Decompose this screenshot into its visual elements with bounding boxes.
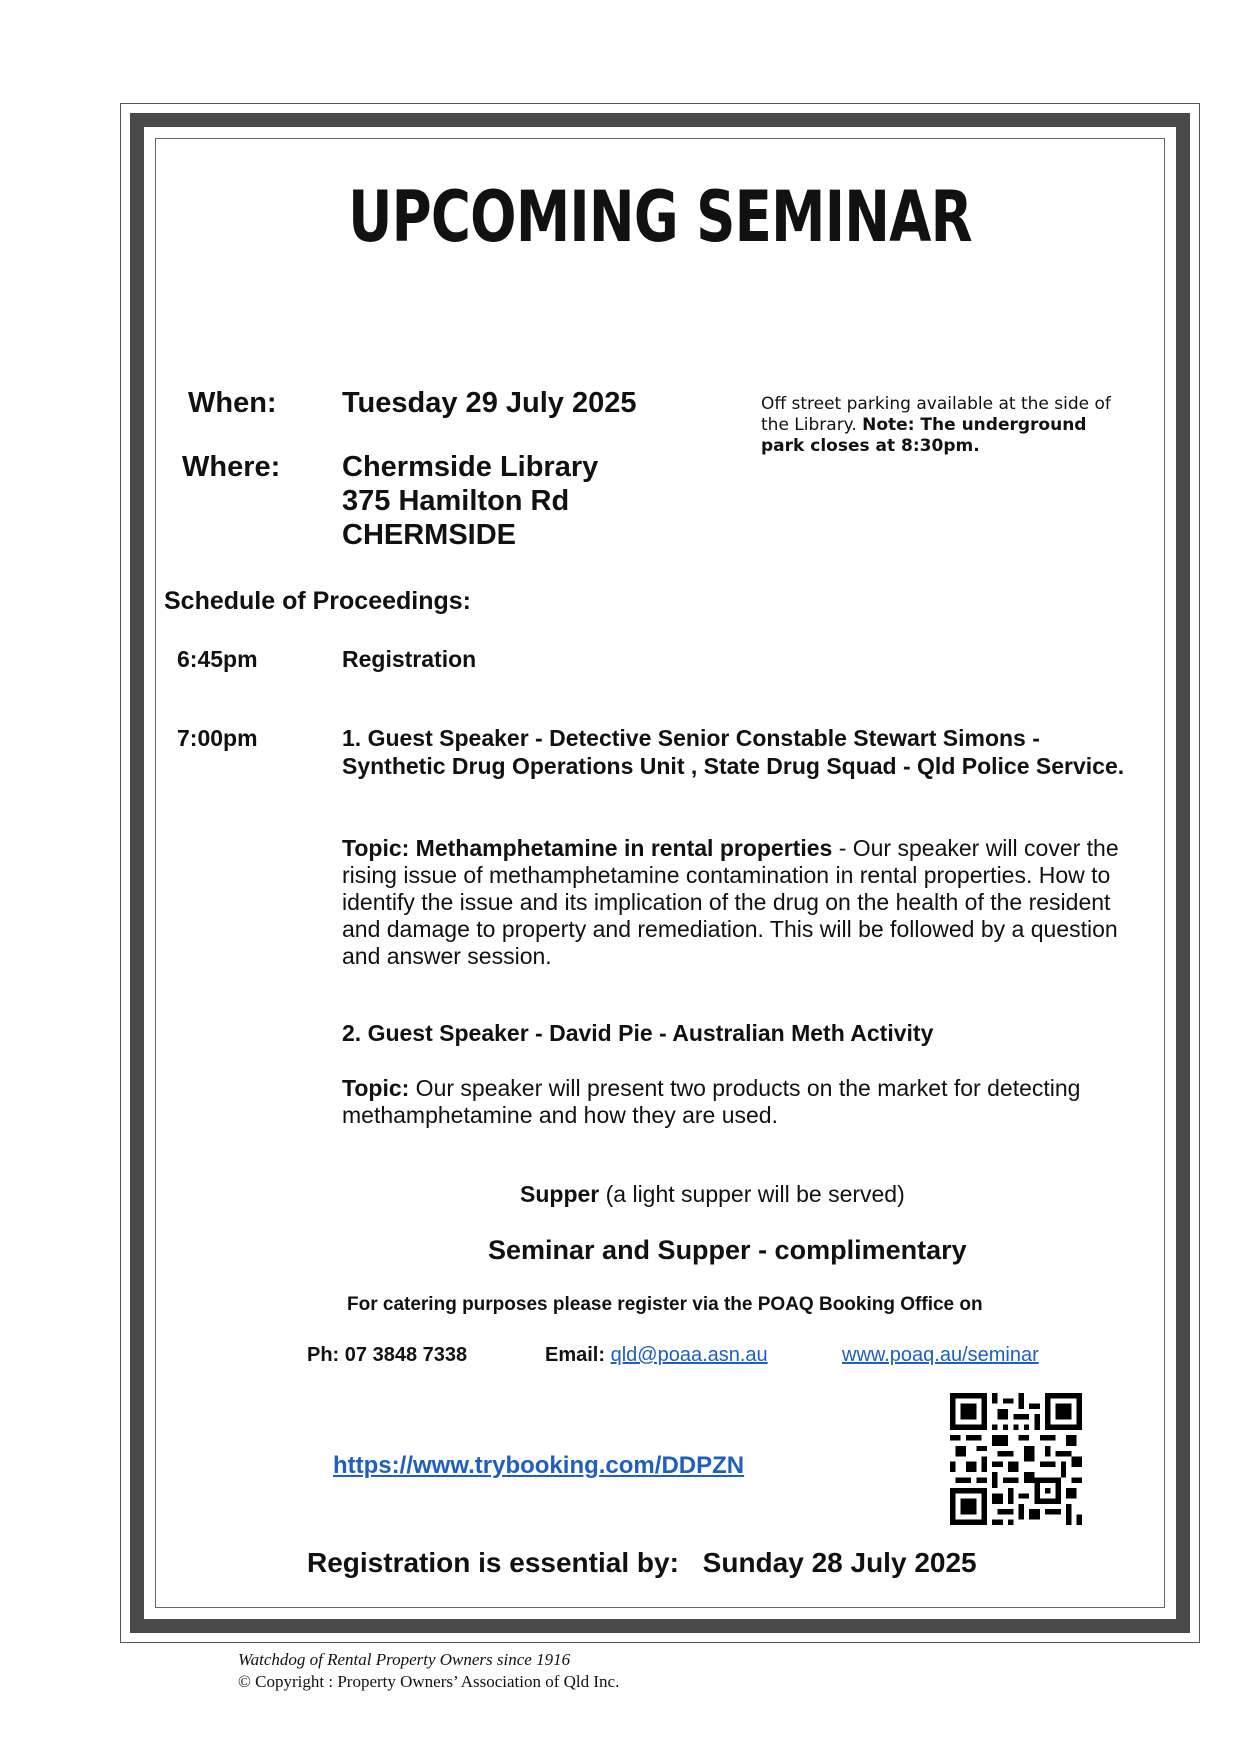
topic2	[342, 1075, 1152, 1129]
speakers-time: 7:00pm	[177, 725, 258, 751]
footer-tagline: Watchdog of Rental Property Owners since 1916	[238, 1650, 571, 1669]
topic1-text: - Our speaker will cover the rising issue of methamphetamine contamination in rental properties. How to identify the issue and its implication of the drug on the health of the resident and damage to property and remediation. This will be followed by a question and answer session.	[342, 835, 1119, 969]
speaker1-title: 1. Guest Speaker - Detective Senior Constable Stewart Simons - Synthetic Drug Operations Unit , State Drug Squad - Qld Police Service.	[342, 725, 1125, 779]
registration-label: Registration is essential by:	[307, 1547, 679, 1578]
registration-date: Sunday 28 July 2025	[702, 1547, 977, 1578]
schedule-heading: Schedule of Proceedings:	[164, 587, 472, 615]
website-link[interactable]: www.poaq.au/seminar	[842, 1344, 1039, 1366]
parking-note	[761, 394, 1131, 457]
supper-text: (a light supper will be served)	[599, 1181, 905, 1207]
qr-code	[950, 1393, 1082, 1525]
supper-line	[520, 1181, 905, 1208]
booking-link[interactable]: https://www.trybooking.com/DDPZN	[333, 1452, 745, 1479]
when-label: When:	[188, 387, 277, 419]
where-line1: Chermside Library	[342, 451, 599, 483]
email-line	[545, 1344, 768, 1367]
complimentary-line: Seminar and Supper - complimentary	[488, 1235, 967, 1265]
email-link[interactable]: qld@poaa.asn.au	[610, 1344, 768, 1366]
topic2-label: Topic:	[342, 1075, 410, 1101]
when-value: Tuesday 29 July 2025	[342, 387, 637, 419]
topic2-text: Our speaker will present two products on the market for detecting methamphetamine and how they are used.	[342, 1075, 1081, 1128]
supper-label: Supper	[520, 1181, 600, 1207]
registration-label: Registration	[342, 646, 477, 672]
where-line3: CHERMSIDE	[342, 519, 517, 551]
phone: Ph: 07 3848 7338	[307, 1344, 468, 1366]
where-line2: 375 Hamilton Rd	[342, 485, 570, 517]
topic1-label: Topic: Methamphetamine in rental properties	[342, 835, 833, 861]
footer-copyright: © Copyright : Property Owners’ Association of Qld Inc.	[238, 1672, 620, 1691]
parking-warning: Note: The underground park closes at 8:30pm.	[761, 415, 1087, 456]
registration-time: 6:45pm	[177, 646, 258, 672]
where-address	[342, 450, 598, 552]
topic1	[342, 835, 1152, 970]
catering-line: For catering purposes please register via the POAQ Booking Office on	[347, 1294, 983, 1315]
parking-text: Off street parking available at the side of the Library.	[761, 394, 1111, 435]
registration-deadline	[307, 1547, 977, 1579]
where-label: Where:	[182, 451, 281, 483]
email-label: Email:	[545, 1344, 611, 1366]
speaker2-title: 2. Guest Speaker - David Pie - Australian Meth Activity	[342, 1020, 934, 1046]
page-title: UPCOMING SEMINAR	[348, 176, 972, 258]
